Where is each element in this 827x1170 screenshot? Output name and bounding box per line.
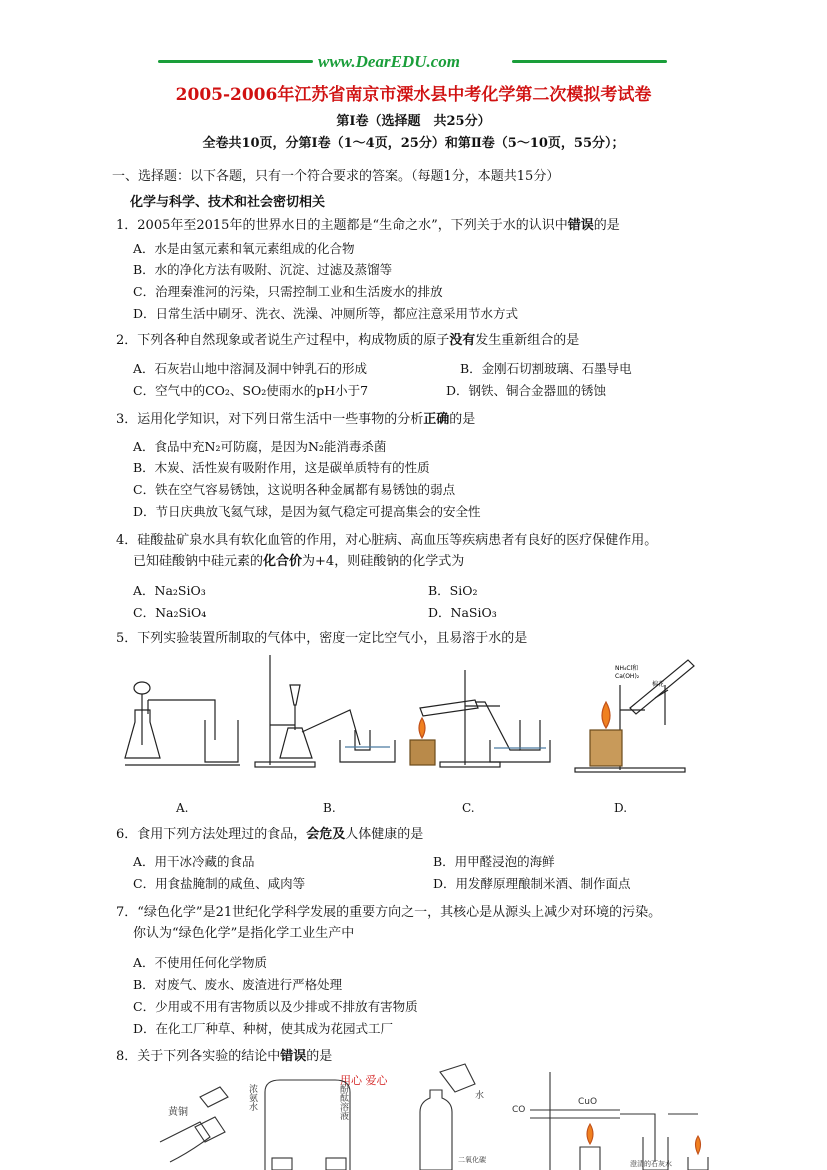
section-subheading: 化学与科学、技术和社会密切相关	[130, 195, 326, 210]
label-phenol: 酚酞溶液	[338, 1084, 348, 1120]
question-4-option-b: B．SiO₂	[428, 583, 478, 598]
question-5-caption-a: A.	[176, 801, 189, 815]
question-7-stem: 7．“绿色化学”是21世纪化学科学发展的重要方向之一，其核心是从源头上减少对环境的污染。	[116, 905, 662, 920]
watermark-text: 用心 爱心	[340, 1074, 388, 1087]
question-4-option-c: C．Na₂SiO₄	[133, 605, 207, 620]
question-8-apparatus-figure	[140, 1062, 710, 1170]
question-7-option-a: A．不使用任何化学物质	[133, 955, 268, 970]
question-7-stem-line2: 你认为“绿色化学”是指化学工业生产中	[133, 926, 355, 941]
question-3-stem: 3．运用化学知识，对下列日常生活中一些事物的分析正确的是	[116, 412, 476, 427]
question-1-emphasis: 错误	[567, 218, 594, 233]
header-line-right	[512, 60, 667, 63]
question-6-option-a: A．用干冰冷藏的食品	[133, 854, 255, 869]
apparatus-c	[410, 670, 550, 767]
question-8-stem: 8．关于下列各实验的结论中错误的是	[116, 1049, 333, 1064]
question-4-option-d: D．NaSiO₃	[428, 605, 497, 620]
question-7-option-d: D．在化工厂种草、种树，使其成为花园式工厂	[133, 1021, 394, 1036]
question-1-option-a: A．水是由氢元素和氧元素组成的化合物	[133, 241, 355, 256]
label-ammonia: 浓氨水	[247, 1084, 257, 1111]
question-6-option-b: B．用甲醛浸泡的海鲜	[433, 854, 555, 869]
header-line-left	[158, 60, 313, 63]
apparatus-b	[255, 655, 395, 767]
experiment-co-cuo	[530, 1072, 708, 1170]
page-title: 2005-2006年江苏省南京市溧水县中考化学第二次模拟考试卷	[175, 85, 652, 105]
question-1-option-b: B．水的净化方法有吸附、沉淀、过滤及蒸馏等	[133, 262, 393, 277]
label-cotton: 棉花	[652, 681, 665, 688]
label-co: CO	[512, 1105, 526, 1115]
question-5-caption-c: C.	[462, 801, 475, 815]
question-5-caption-b: B.	[323, 801, 336, 815]
question-7-option-b: B．对废气、废水、废渣进行严格处理	[133, 977, 343, 992]
label-limewater: 澄清的石灰水	[630, 1160, 672, 1168]
question-4-option-a: A．Na₂SiO₃	[133, 583, 206, 598]
apparatus-a	[125, 682, 240, 765]
volume-title: 第Ⅰ卷（选择题 共25分）	[336, 114, 491, 129]
volume-info: 全卷共10页，分第Ⅰ卷（1～4页，25分）和第Ⅱ卷（5～10页，55分）；	[202, 136, 625, 151]
question-6-emphasis: 会危及	[306, 827, 346, 842]
question-2-option-a: A．石灰岩山地中溶洞及洞中钟乳石的形成	[133, 361, 368, 376]
question-4-stem-line2: 已知硅酸钠中硅元素的化合价为+4，则硅酸钠的化学式为	[133, 554, 465, 569]
question-8-emphasis: 错误	[280, 1049, 307, 1064]
question-3-option-c: C．铁在空气容易锈蚀，这说明各种金属都有易锈蚀的弱点	[133, 482, 456, 497]
question-6-option-c: C．用食盐腌制的咸鱼、咸肉等	[133, 876, 306, 891]
question-2-option-b: B．金刚石切割玻璃、石墨导电	[460, 361, 632, 376]
question-2-option-c: C．空气中的CO₂、SO₂使雨水的pH小于7	[133, 383, 369, 398]
question-3-option-a: A．食品中充N₂可防腐，是因为N₂能消毒杀菌	[133, 439, 387, 454]
question-3-option-b: B．木炭、活性炭有吸附作用，这是碳单质特有的性质	[133, 460, 430, 475]
question-4-stem: 4．硅酸盐矿泉水具有软化血管的作用，对心脏病、高血压等疾病患者有良好的医疗保健作用。	[116, 533, 658, 548]
label-cuo: CuO	[578, 1097, 598, 1107]
section-heading: 一、选择题：以下各题，只有一个符合要求的答案。（每题1分，本题共15分）	[112, 169, 560, 184]
question-2-stem: 2．下列各种自然现象或者说生产过程中，构成物质的原子没有发生重新组合的是	[116, 333, 580, 348]
question-2-emphasis: 没有	[449, 333, 476, 348]
question-7-option-c: C．少用或不用有害物质以及少排或不排放有害物质	[133, 999, 418, 1014]
question-5-apparatus-figure	[120, 650, 710, 775]
question-5-caption-d: D.	[614, 801, 628, 815]
experiment-brass	[160, 1087, 228, 1162]
question-3-option-d: D．节日庆典放飞氦气球，是因为氦气稳定可提高集会的安全性	[133, 504, 481, 519]
question-6-option-d: D．用发酵原理酿制米酒、制作面点	[433, 876, 631, 891]
label-caoh2: Ca(OH)₂	[615, 673, 640, 680]
question-3-emphasis: 正确	[423, 412, 450, 427]
question-5-stem: 5．下列实验装置所制取的气体中，密度一定比空气小，且易溶于水的是	[116, 631, 528, 646]
question-2-option-d: D．钢铁、铜合金器皿的锈蚀	[446, 383, 607, 398]
question-4-emphasis: 化合价	[263, 554, 303, 569]
label-water: 水	[475, 1091, 485, 1101]
label-co2: 二氧化碳	[458, 1156, 486, 1164]
question-1-option-c: C．治理秦淮河的污染，只需控制工业和生活废水的排放	[133, 284, 443, 299]
label-brass: 黄铜	[168, 1107, 188, 1118]
experiment-co2-bottle	[420, 1064, 475, 1170]
question-6-stem: 6．食用下列方法处理过的食品，会危及人体健康的是	[116, 827, 424, 842]
site-logo-text: www.DearEDU.com	[318, 52, 460, 71]
question-1-option-d: D．日常生活中刷牙、洗衣、洗澡、冲厕所等，都应注意采用节水方式	[133, 306, 519, 321]
label-nh4cl: NH₄Cl和	[615, 665, 639, 672]
question-1-stem: 1．2005年至2015年的世界水日的主题都是“生命之水”，下列关于水的认识中错误的是	[116, 218, 620, 233]
